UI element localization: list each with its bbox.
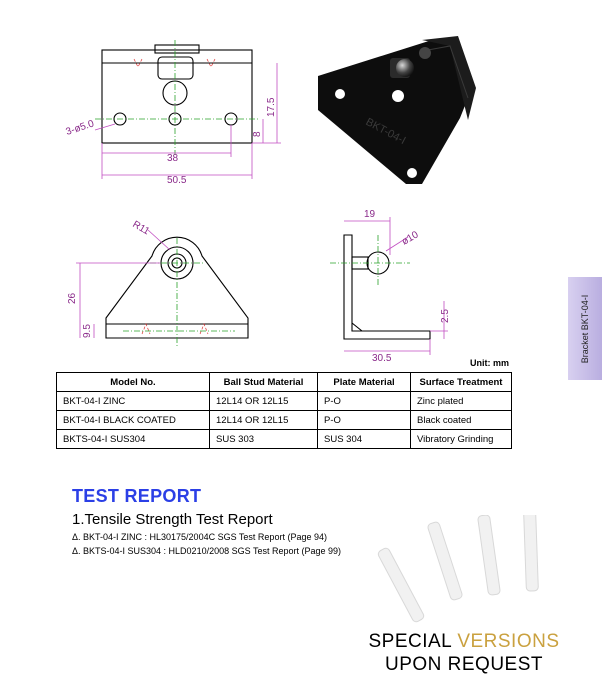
plate-outline [102,50,252,143]
test-report-title: TEST REPORT [72,486,202,506]
test-report-line: Δ. BKTS-04-I SUS304 : HLD0210/2008 SGS Test Report (Page 99) [72,546,341,556]
test-report-subtitle: 1.Tensile Strength Test Report [72,511,273,528]
cell-model: BKT-04-I ZINC [57,392,210,411]
special-word: SPECIAL [368,631,452,652]
cell-surface: Vibratory Grinding [411,430,512,449]
cell-ball-stud: SUS 303 [210,430,318,449]
spec-table [56,372,512,449]
header-model: Model No. [57,373,210,392]
table-row [57,411,512,430]
test-report-line: Δ. BKT-04-I ZINC : HL30175/2004C SGS Test Report (Page 94) [72,532,327,542]
dim-holes: 3-ø5.0 [64,118,96,138]
front-view-drawing [55,35,285,185]
cell-model: BKTS-04-I SUS304 [57,430,210,449]
cell-ball-stud: 12L14 OR 12L15 [210,392,318,411]
dim-8: 8 [252,131,263,137]
table-row [57,392,512,411]
cell-model: BKT-04-I BLACK COATED [57,411,210,430]
special-line-1 [364,631,564,653]
header-surface: Surface Treatment [411,373,512,392]
unit-label: Unit: mm [470,358,509,368]
cell-plate: P-O [318,411,411,430]
cell-surface: Black coated [411,411,512,430]
dim-50-5: 50.5 [167,175,187,185]
side-tab-label: Bracket BKT-04-I [580,294,590,363]
dim-17-5: 17.5 [266,97,277,117]
table-row [57,430,512,449]
bracket-photo [310,28,485,188]
dim-9-5: 9.5 [82,324,93,338]
dim-19: 19 [364,209,376,220]
profile-view-drawing [60,208,270,348]
dim-phi10: ø10 [400,229,421,248]
gas-spring-watermark [365,515,590,630]
header-plate: Plate Material [318,373,411,392]
header-ball-stud: Ball Stud Material [210,373,318,392]
dim-2-5: 2.5 [440,309,451,323]
cell-ball-stud: 12L14 OR 12L15 [210,411,318,430]
versions-word: VERSIONS [457,631,560,652]
dim-30-5: 30.5 [372,353,392,364]
dim-38: 38 [167,153,179,164]
dim-26: 26 [67,292,78,304]
side-view-drawing [320,205,470,365]
table-header-row [57,373,512,392]
special-line-2: UPON REQUEST [384,654,544,675]
category-side-tab [568,277,602,380]
cell-surface: Zinc plated [411,392,512,411]
dim-r11: R11 [130,219,152,238]
cell-plate: SUS 304 [318,430,411,449]
photo-stamp: BKT-04-I [363,116,408,148]
cell-plate: P-O [318,392,411,411]
